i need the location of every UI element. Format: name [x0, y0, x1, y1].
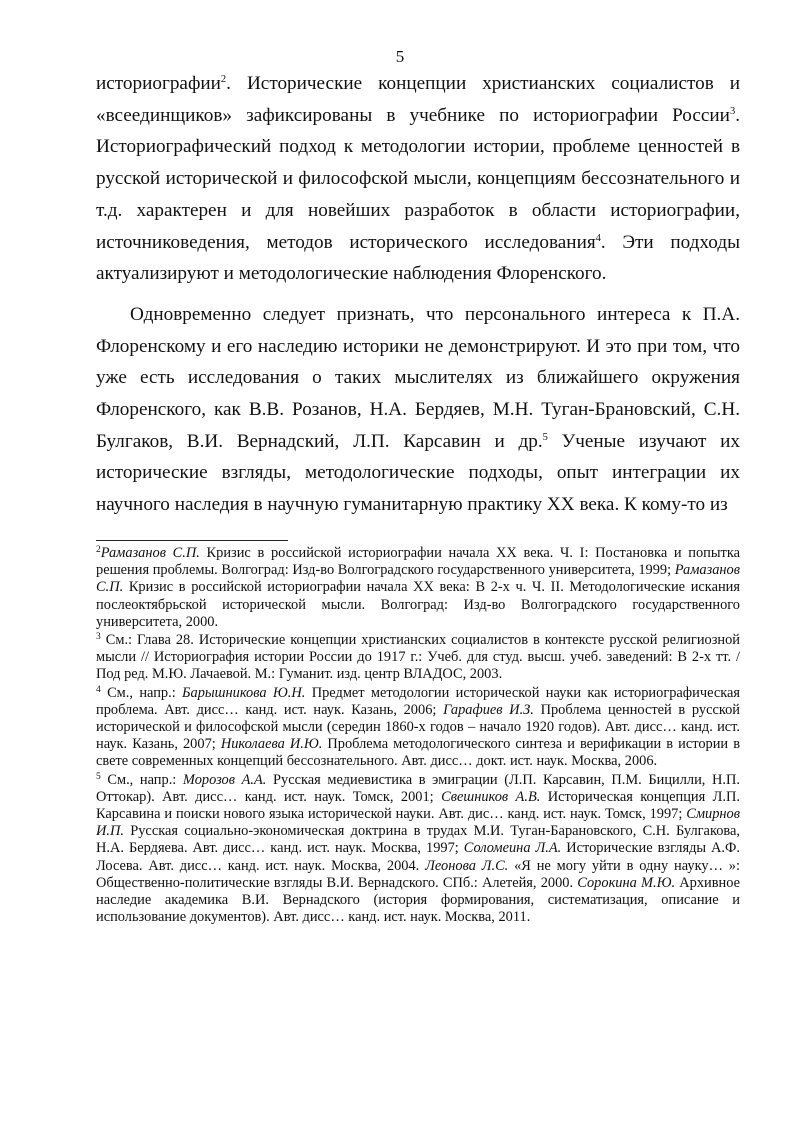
footnote-text: Проблема методологического синтеза и верификации в истории в свете современных концепций бессознательного. Авт. дисс… докт. ист. наук. Москва, 2006.	[96, 736, 740, 770]
footnote-text: Кризис в российской историографии начала XX века. Ч. I: Постановка и попытка решения проблемы. Волгоград: Изд-во Волгоградского государственного университета, 1999;	[96, 545, 740, 579]
footnote-5	[96, 772, 740, 927]
author-name: Николаева И.Ю.	[220, 736, 323, 753]
footnote-text: Проблема ценностей в русской исторической и философской мысли (середин 1860-х годов – начало 1920 годов). Авт. дисс… канд. ист. наук. Казань, 2007;	[96, 701, 740, 753]
footnote-2	[96, 545, 740, 631]
footnote-number: 5	[96, 771, 101, 782]
footnote-text: См., напр.:	[100, 684, 183, 701]
author-name: Смирнов И.П.	[96, 806, 740, 840]
footnote-number: 2	[96, 545, 101, 555]
text-run: Одновременно следует признать, что персонального интереса к П.А. Флоренскому и его наследию историки не демонстрируют. И это при том, что уже есть исследования о таких мыслителях из ближайшего окружения Флоренского, как В.В. Розанов, Н.А. Бердяев, М.Н. Туган-Брановский, С.Н. Булгаков, В.И. Вернадский, Л.П. Карсавин и др.	[96, 303, 740, 452]
footnote-ref[interactable]: 5	[542, 431, 548, 443]
author-name: Леонова Л.С.	[425, 857, 509, 874]
author-name: Рамазанов С.П.	[96, 562, 740, 596]
footnote-ref[interactable]: 3	[729, 105, 736, 117]
author-name: Свешников А.В.	[441, 788, 541, 805]
author-name: Барышникова Ю.Н.	[182, 684, 306, 701]
footnote-4	[96, 685, 740, 771]
footnote-text: См., напр.:	[100, 771, 183, 788]
footnote-text: Архивное наследие академика В.И. Вернадского (история формирования, систематизация, описание и использование документов). Авт. дисс… канд. ист. наук. Москва, 2011.	[96, 874, 740, 926]
footnote-text: См.: Глава 28. Исторические концепции христианских социалистов в контексте русской религиозной мысли // Историография истории России до 1917 г.: Учеб. для студ. высш. учеб. заведений: В 2-х тт. / Под ред. М.Ю. Лачаевой. М.: Гуманит. изд. центр ВЛАДОС, 2003.	[96, 632, 740, 683]
footnote-text: Исторические взгляды А.Ф. Лосева. Авт. дисс… канд. ист. наук. Москва, 2004.	[96, 840, 741, 874]
text-run: . Эти подходы актуализируют и методологические наблюдения Флоренского.	[96, 231, 740, 285]
footnote-text: Русская социально-экономическая доктрина в трудах М.И. Туган-Барановского, С.Н. Булгакова, Н.А. Бердяева. Авт. дисс… канд. ист. наук. Москва, 1997;	[96, 823, 740, 857]
footnote-number: 3	[96, 632, 101, 643]
footnote-text: Кризис в российской историографии начала XX века: В 2-х ч. Ч. II. Методологические искания послеоктябрьской исторической мысли. Волгоград: Изд-во Волгоградского государственного университета, 2000.	[96, 579, 740, 630]
author-name: Сорокина М.Ю.	[577, 874, 676, 891]
page-number: 5	[395, 47, 405, 66]
footnote-number: 4	[96, 684, 101, 695]
footnote-text: Историческая концепция Л.П. Карсавина и поиски нового языка исторической науки. Авт. дис… канд. ист. наук. Томск, 1997;	[96, 788, 740, 823]
author-name: Морозов А.А.	[182, 771, 267, 788]
footnote-text: Русская медиевистика в эмиграции (Л.П. Карсавин, П.М. Бицилли, Н.П. Оттокар). Авт. дисс… канд. ист. наук. Томск, 2001;	[96, 771, 741, 805]
text-run: историографии	[96, 73, 221, 94]
author-name: Рамазанов С.П.	[100, 545, 200, 561]
footnote-3	[96, 632, 740, 684]
author-name: Гарафиев И.З.	[443, 701, 534, 718]
footnote-ref[interactable]: 2	[220, 74, 227, 85]
footnote-text: Предмет методологии исторической науки как историографическая проблема. Авт. дисс… канд. ист. наук. Казань, 2006;	[96, 684, 740, 718]
body-text	[96, 68, 740, 521]
footnote-separator	[96, 540, 288, 541]
text-run: . Историографический подход к методологии истории, проблеме ценностей в русской исторической и философской мысли, концепциям бессознательного и т.д. характерен и для новейших разработок в области историографии, источниковедения, методов исторического исследования	[96, 104, 740, 253]
text-run: . Исторические концепции христианских социалистов и «всеединщиков» зафиксированы в учебнике по историографии России	[96, 73, 740, 126]
author-name: Соломеина Л.А.	[463, 840, 562, 857]
footnote-ref[interactable]: 4	[595, 232, 601, 244]
footnote-text: «Я не могу уйти в одну науку… »: Общественно-политические взгляды В.И. Вернадского. СПб.: Алетейя, 2000.	[96, 857, 740, 891]
footnotes	[96, 545, 740, 927]
text-run: Ученые изучают их исторические взгляды, методологические подходы, опыт интеграции их научного наследия в научную гуманитарную практику XX века. К кому-то из	[96, 430, 741, 516]
paragraph-1	[96, 68, 740, 290]
paragraph-2	[96, 299, 740, 521]
